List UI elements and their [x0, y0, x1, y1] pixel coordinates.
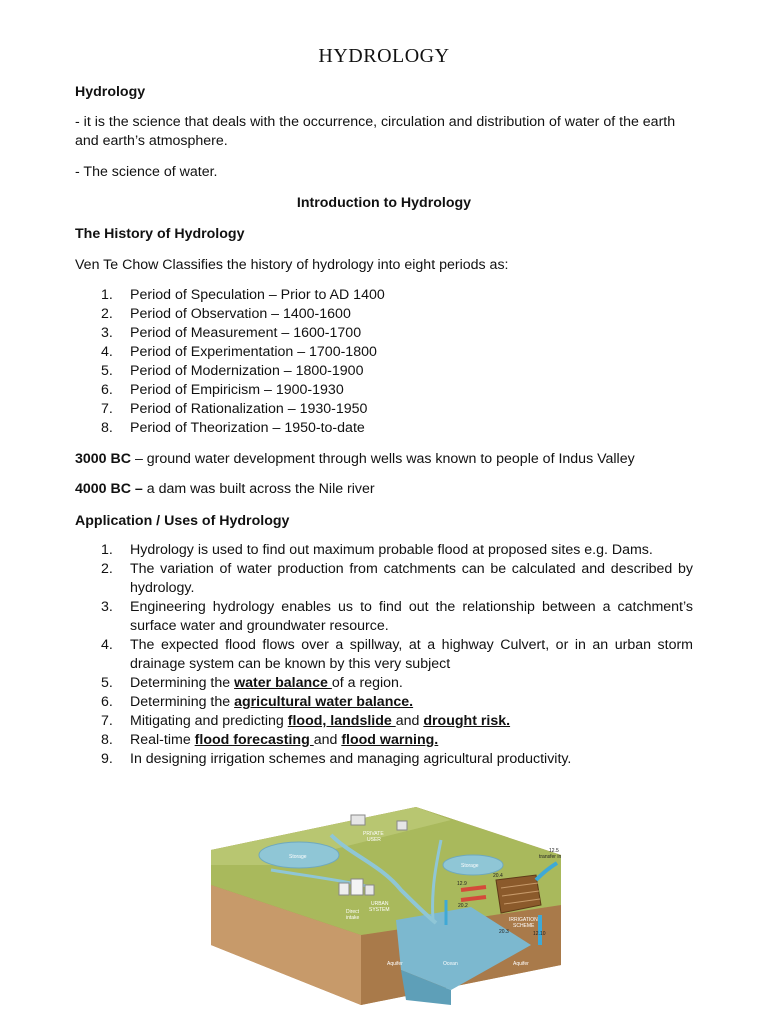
label-scheme: SCHEME — [513, 923, 535, 929]
intro-heading: Introduction to Hydrology — [296, 195, 472, 211]
label-transfer-in: transfer in — [539, 854, 561, 860]
label-urban: URBAN — [371, 901, 389, 907]
water-system-illustration — [211, 795, 561, 1005]
list-item: 1. Period of Speculation – Prior to AD 1400 — [101, 287, 385, 303]
history-heading: The History of Hydrology — [75, 226, 245, 242]
label-storage-1: Storage — [289, 854, 307, 860]
label-value-3: 20.2 — [458, 903, 468, 909]
list-item: 6. Period of Empiricism – 1900-1930 — [101, 382, 344, 398]
fact-4000bc: 4000 BC – a dam was built across the Nile river — [75, 481, 375, 497]
list-item: 2. Period of Observation – 1400-1600 — [101, 306, 351, 322]
hydrology-short-definition: - The science of water. — [75, 164, 218, 180]
label-direct: Direct — [346, 909, 360, 915]
label-user: USER — [367, 837, 381, 843]
list-item: 6. Determining the agricultural water balance. — [101, 694, 414, 710]
label-value-1: 12.9 — [457, 881, 467, 887]
list-item: 5. Period of Modernization – 1800-1900 — [101, 363, 364, 379]
hydrology-definition: - it is the science that deals with the occurrence, circulation and distribution of water of the earth and earth’s atmosphere. — [75, 114, 676, 149]
uses-heading: Application / Uses of Hydrology — [75, 513, 290, 529]
label-private: PRIVATE — [363, 831, 384, 837]
label-storage-2: Storage — [461, 863, 479, 869]
list-item: 3. Period of Measurement – 1600-1700 — [101, 325, 362, 341]
list-item: 7. Period of Rationalization – 1930-1950 — [101, 401, 368, 417]
label-value-4: 20.3 — [499, 929, 509, 935]
farmhouse-icon — [351, 815, 365, 825]
label-aquifer-2: Aquifer — [513, 961, 529, 967]
list-item: 8. Real-time flood forecasting and flood warning. — [101, 732, 439, 748]
list-item: 8. Period of Theorization – 1950-to-date — [101, 420, 365, 436]
list-item: 3. Engineering hydrology enables us to find out the relationship between a catchment’s surface water and groundwater resource. — [101, 599, 693, 634]
list-item: 7. Mitigating and predicting flood, landslide and drought risk. — [101, 713, 511, 729]
label-value-5: 12.10 — [533, 931, 546, 937]
list-item: 1. Hydrology is used to find out maximum probable flood at proposed sites e.g. Dams. — [101, 542, 653, 558]
label-aquifer-1: Aquifer — [387, 961, 403, 967]
label-intake: intake — [346, 915, 360, 921]
history-lead: Ven Te Chow Classifies the history of hydrology into eight periods as: — [75, 257, 509, 273]
uses-list — [75, 541, 693, 769]
list-item: 4. The expected flood flows over a spillway, at a highway Culvert, or in an urban storm drainage system can be known by this very subject — [101, 637, 693, 672]
page-title: HYDROLOGY — [318, 45, 450, 67]
list-item: 4. Period of Experimentation – 1700-1800 — [101, 344, 377, 360]
building-icon — [351, 879, 363, 895]
hydrology-heading: Hydrology — [75, 84, 146, 100]
building-icon — [365, 885, 374, 895]
list-item: 9. In designing irrigation schemes and managing agricultural productivity. — [101, 751, 572, 767]
label-transfer-value: 12.5 — [549, 848, 559, 854]
label-ocean: Ocean — [443, 961, 458, 967]
label-irrigation: IRRIGATION — [509, 917, 538, 923]
building-icon — [339, 883, 349, 895]
list-item: 2. The variation of water production from catchments can be calculated and described by hydrology. — [101, 561, 693, 596]
label-system: SYSTEM — [369, 907, 390, 913]
list-item: 5. Determining the water balance of a region. — [101, 675, 403, 691]
fact-3000bc: 3000 BC – ground water development through wells was known to people of Indus Valley — [75, 451, 635, 467]
label-value-2: 20.4 — [493, 873, 503, 879]
house-icon — [397, 821, 407, 830]
history-periods-list — [75, 286, 693, 438]
